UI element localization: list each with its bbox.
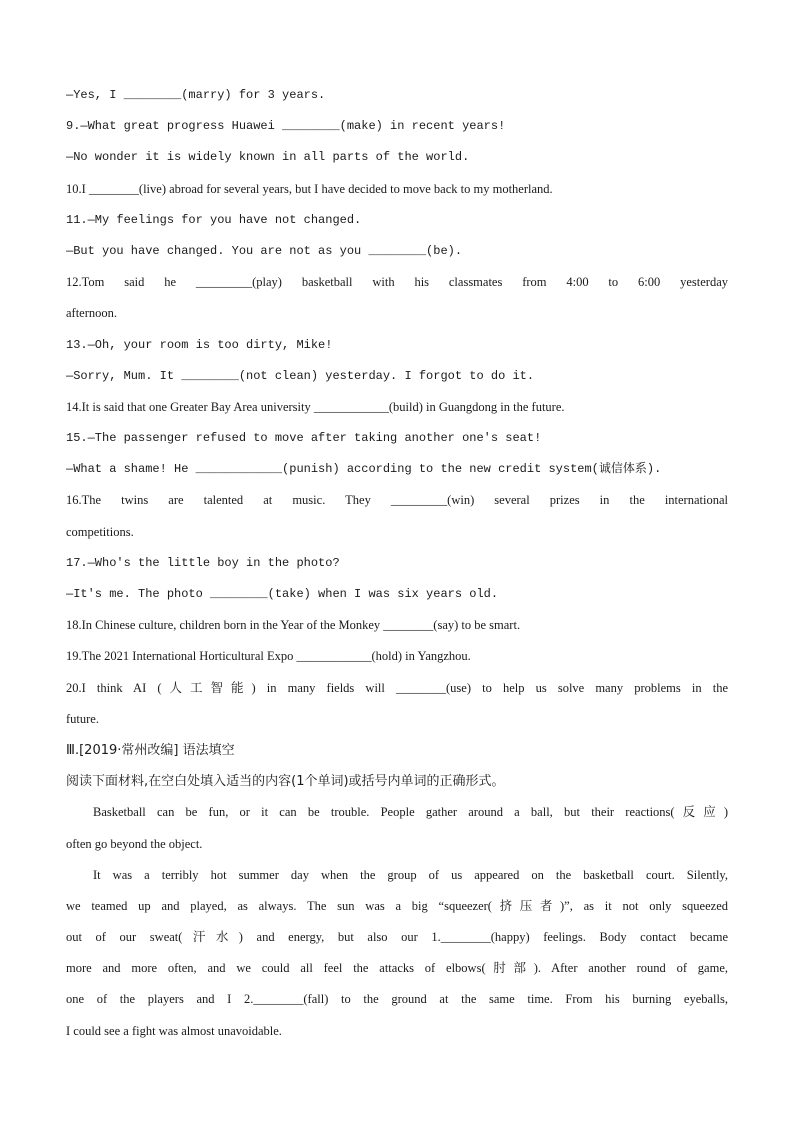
question-line: 13.—Oh, your room is too dirty, Mike! [66,337,333,352]
question-line: —It's me. The photo ________(take) when I was six years old. [66,587,499,601]
passage-line: It was a terribly hot summer day when the group of us appeared on the basketball court. Silently, [93,867,728,882]
question-line: 18.In Chinese culture, children born in the Year of the Monkey ________(say) to be smart. [66,618,521,633]
question-line: competitions. [66,524,134,539]
passage-line: we teamed up and played, as always. The sun was a big “squeezer(挤压者)”, as it not only squeezed [66,898,728,913]
question-line: —But you have changed. You are not as you ________(be). [66,243,463,258]
question-line: 17.—Who's the little boy in the photo? [66,555,340,570]
question-line: future. [66,711,99,726]
question-line: 12.Tom said he _________(play) basketball with his classmates from 4:00 to 6:00 yesterday [66,275,728,290]
passage-line: out of our sweat(汗水) and energy, but also our 1.________(happy) feelings. Body contact became [66,930,728,945]
question-line: —Yes, I ________(marry) for 3 years. [66,88,326,102]
question-line: 11.—My feelings for you have not changed. [66,212,362,227]
passage-line: I could see a fight was almost unavoidable. [66,1023,282,1038]
question-line: —What a shame! He ____________(punish) according to the new credit system(诚信体系). [66,462,662,477]
worksheet-page [66,80,728,1047]
question-line: —No wonder it is widely known in all parts of the world. [66,150,470,165]
section-instruction: 阅读下面材料,在空白处填入适当的内容(1个单词)或括号内单词的正确形式。 [66,774,505,790]
section-heading: Ⅲ.[2019·常州改编] 语法填空 [66,742,235,758]
question-line: 10.I ________(live) abroad for several years, but I have decided to move back to my motherland. [66,181,553,196]
question-line: 14.It is said that one Greater Bay Area university ____________(build) in Guangdong in the future. [66,399,565,414]
question-line: 9.—What great progress Huawei ________(make) in recent years! [66,119,506,134]
question-line: 16.The twins are talented at music. They _________(win) several prizes in the international [66,493,728,508]
question-line: 19.The 2021 International Horticultural Expo ____________(hold) in Yangzhou. [66,649,471,664]
passage-line: often go beyond the object. [66,836,203,851]
question-line: afternoon. [66,306,118,321]
question-line: —Sorry, Mum. It ________(not clean) yesterday. I forgot to do it. [66,368,535,383]
question-line: 20.I think AI (人工智能) in many fields will ________(use) to help us solve many problems in the [66,680,728,695]
passage-line: Basketball can be fun, or it can be trouble. People gather around a ball, but their reactions(反应) [93,805,728,820]
passage-line: one of the players and I 2.________(fall) to the ground at the same time. From his burning eyeballs, [66,992,728,1007]
question-line: 15.—The passenger refused to move after taking another one's seat! [66,431,542,446]
passage-line: more and more often, and we could all feel the attacks of elbows(肘部). After another round of game, [66,961,728,976]
